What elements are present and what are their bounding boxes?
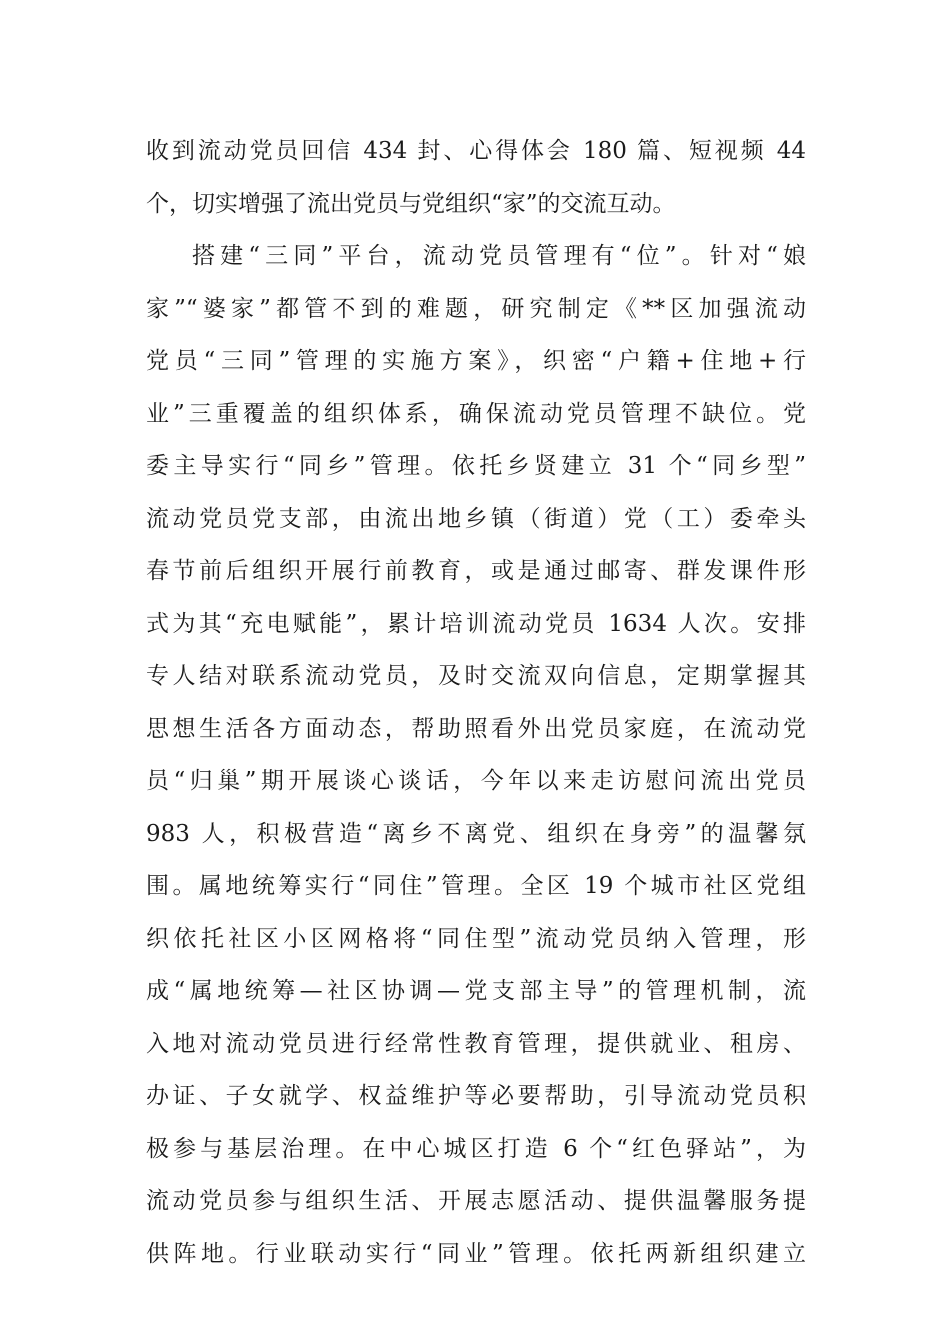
text-line: 办证、子女就学、权益维护等必要帮助，引导流动党员积 bbox=[146, 1083, 806, 1109]
body-text bbox=[146, 125, 806, 1280]
text-line: 委主导实行“同乡”管理。依托乡贤建立 31 个“同乡型” bbox=[146, 453, 806, 479]
text-line: 思想生活各方面动态，帮助照看外出党员家庭，在流动党 bbox=[146, 715, 806, 742]
text-line: 式为其“充电赋能”，累计培训流动党员 1634 人次。安排 bbox=[146, 610, 806, 637]
text-line: 983 人，积极营造“离乡不离党、组织在身旁”的温馨氛 bbox=[146, 820, 806, 847]
text-line: 成“属地统筹—社区协调—党支部主导”的管理机制，流 bbox=[146, 978, 806, 1004]
text-line: 业”三重覆盖的组织体系，确保流动党员管理不缺位。党 bbox=[146, 400, 806, 427]
text-line: 供阵地。行业联动实行“同业”管理。依托两新组织建立 bbox=[146, 1240, 806, 1267]
text-line: 家”“婆家”都管不到的难题，研究制定《**区加强流动 bbox=[146, 295, 806, 322]
text-line: 流动党员参与组织生活、开展志愿活动、提供温馨服务提 bbox=[146, 1188, 806, 1214]
text-line: 收到流动党员回信 434 封、心得体会 180 篇、短视频 44 bbox=[146, 138, 806, 164]
paragraph-first-line: 搭建“三同”平台，流动党员管理有“位”。针对“娘 bbox=[192, 243, 806, 269]
text-line: 党员“三同”管理的实施方案》，织密“户籍+住地+行 bbox=[146, 348, 806, 374]
text-line: 专人结对联系流动党员，及时交流双向信息，定期掌握其 bbox=[146, 663, 806, 689]
text-line: 个，切实增强了流出党员与党组织“家”的交流互动。 bbox=[146, 190, 676, 217]
text-line: 春节前后组织开展行前教育，或是通过邮寄、群发课件形 bbox=[146, 558, 806, 584]
text-line: 织依托社区小区网格将“同住型”流动党员纳入管理，形 bbox=[146, 925, 806, 952]
text-line: 入地对流动党员进行经常性教育管理，提供就业、租房、 bbox=[146, 1030, 806, 1057]
text-line: 极参与基层治理。在中心城区打造 6 个“红色驿站”，为 bbox=[146, 1135, 806, 1162]
text-line: 员“归巢”期开展谈心谈话，今年以来走访慰问流出党员 bbox=[146, 768, 806, 794]
text-line: 围。属地统筹实行“同住”管理。全区 19 个城市社区党组 bbox=[146, 873, 806, 899]
text-line: 流动党员党支部，由流出地乡镇（街道）党（工）委牵头 bbox=[146, 505, 806, 532]
